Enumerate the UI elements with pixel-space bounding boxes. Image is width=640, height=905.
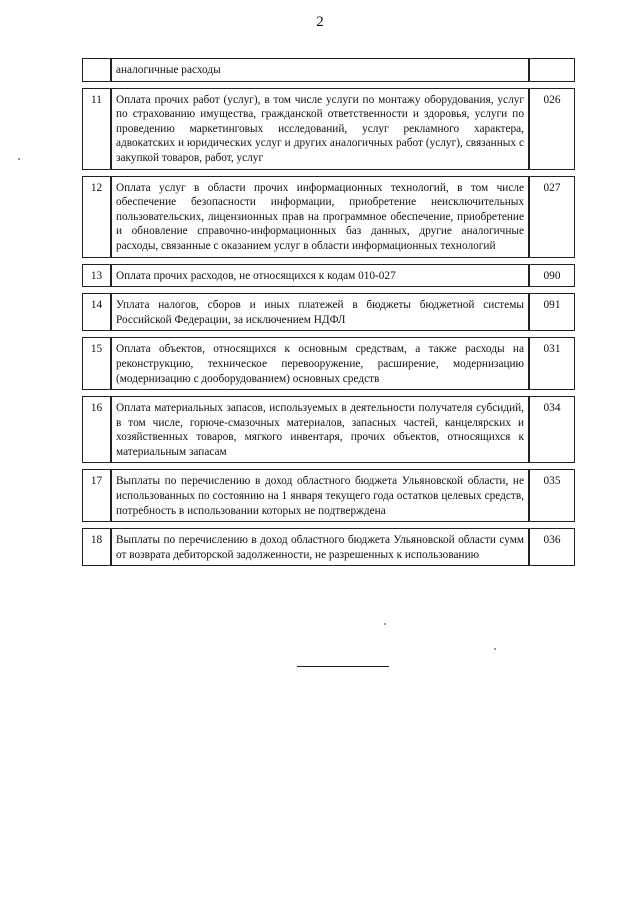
- table-body: [82, 58, 575, 566]
- row-number-cell: 13: [82, 264, 111, 288]
- row-description-cell: Уплата налогов, сборов и иных платежей в бюджеты бюджетной системы Российской Федерации, за исключением НДФЛ: [111, 293, 529, 331]
- row-code-cell: [529, 58, 575, 82]
- row-number-cell: 11: [82, 88, 111, 170]
- row-code-cell: 036: [529, 528, 575, 566]
- row-description-cell: Оплата прочих расходов, не относящихся к кодам 010-027: [111, 264, 529, 288]
- row-code-cell: 027: [529, 176, 575, 258]
- row-number-cell: 12: [82, 176, 111, 258]
- row-code-cell: 031: [529, 337, 575, 390]
- table-row: [82, 469, 575, 522]
- row-number-cell: 15: [82, 337, 111, 390]
- closing-separator-line: [297, 666, 389, 667]
- page-number: 2: [316, 14, 324, 30]
- row-code-cell: 091: [529, 293, 575, 331]
- table-row-continuation: [82, 58, 575, 82]
- row-code-cell: 090: [529, 264, 575, 288]
- row-code-cell: 035: [529, 469, 575, 522]
- table-row: [82, 528, 575, 566]
- row-code-cell: 026: [529, 88, 575, 170]
- row-number-cell: 17: [82, 469, 111, 522]
- row-description-cell: Выплаты по перечислению в доход областного бюджета Ульяновской области, не использованных по состоянию на 1 января текущего года остатков целевых средств, потребность в использовании которых не подтверждена: [111, 469, 529, 522]
- row-description-cell: Оплата объектов, относящихся к основным средствам, а также расходы на реконструкцию, техническое перевооружение, расширение, модернизацию (модернизацию с дооборудованием) основных средств: [111, 337, 529, 390]
- table-row: [82, 88, 575, 170]
- table-row: [82, 264, 575, 288]
- row-description-cell: Выплаты по перечислению в доход областного бюджета Ульяновской области сумм от возврата дебиторской задолженности, не разрешенных к использованию: [111, 528, 529, 566]
- row-code-cell: 034: [529, 396, 575, 463]
- scan-speck: [384, 623, 386, 625]
- row-number-cell: 16: [82, 396, 111, 463]
- row-number-cell: 18: [82, 528, 111, 566]
- row-description-cell: Оплата материальных запасов, используемых в деятельности получателя субсидий, в том числе, горюче-смазочных материалов, запасных частей, канцелярских и хозяйственных товаров, мягкого инвентаря, прочих объектов, относящихся к материальным запасам: [111, 396, 529, 463]
- table-row: [82, 396, 575, 463]
- row-number-cell: [82, 58, 111, 82]
- table-row: [82, 337, 575, 390]
- table-row: [82, 176, 575, 258]
- row-description-cell: аналогичные расходы: [111, 58, 529, 82]
- expense-codes-table: [82, 58, 575, 566]
- scan-speck: [494, 648, 496, 650]
- table-row: [82, 293, 575, 331]
- row-description-cell: Оплата прочих работ (услуг), в том числе услуги по монтажу оборудования, услуг по страхованию имущества, гражданской ответственности и здоровья, услуги по проведению маркетинговых исследований, услуг рекламного характера, адвокатских и юридических услуг и других аналогичных работ (услуг), связанных с закупкой товаров, работ, услуг: [111, 88, 529, 170]
- row-description-cell: Оплата услуг в области прочих информационных технологий, в том числе обеспечение безопасности информации, приобретение неисключительных пользовательских, лицензионных прав на программное обеспечение, приобретение и обновление справочно-информационных баз данных, другие аналогичные расходы, связанные с оказанием услуг в области информационных технологий: [111, 176, 529, 258]
- scan-speck: [18, 158, 20, 160]
- row-number-cell: 14: [82, 293, 111, 331]
